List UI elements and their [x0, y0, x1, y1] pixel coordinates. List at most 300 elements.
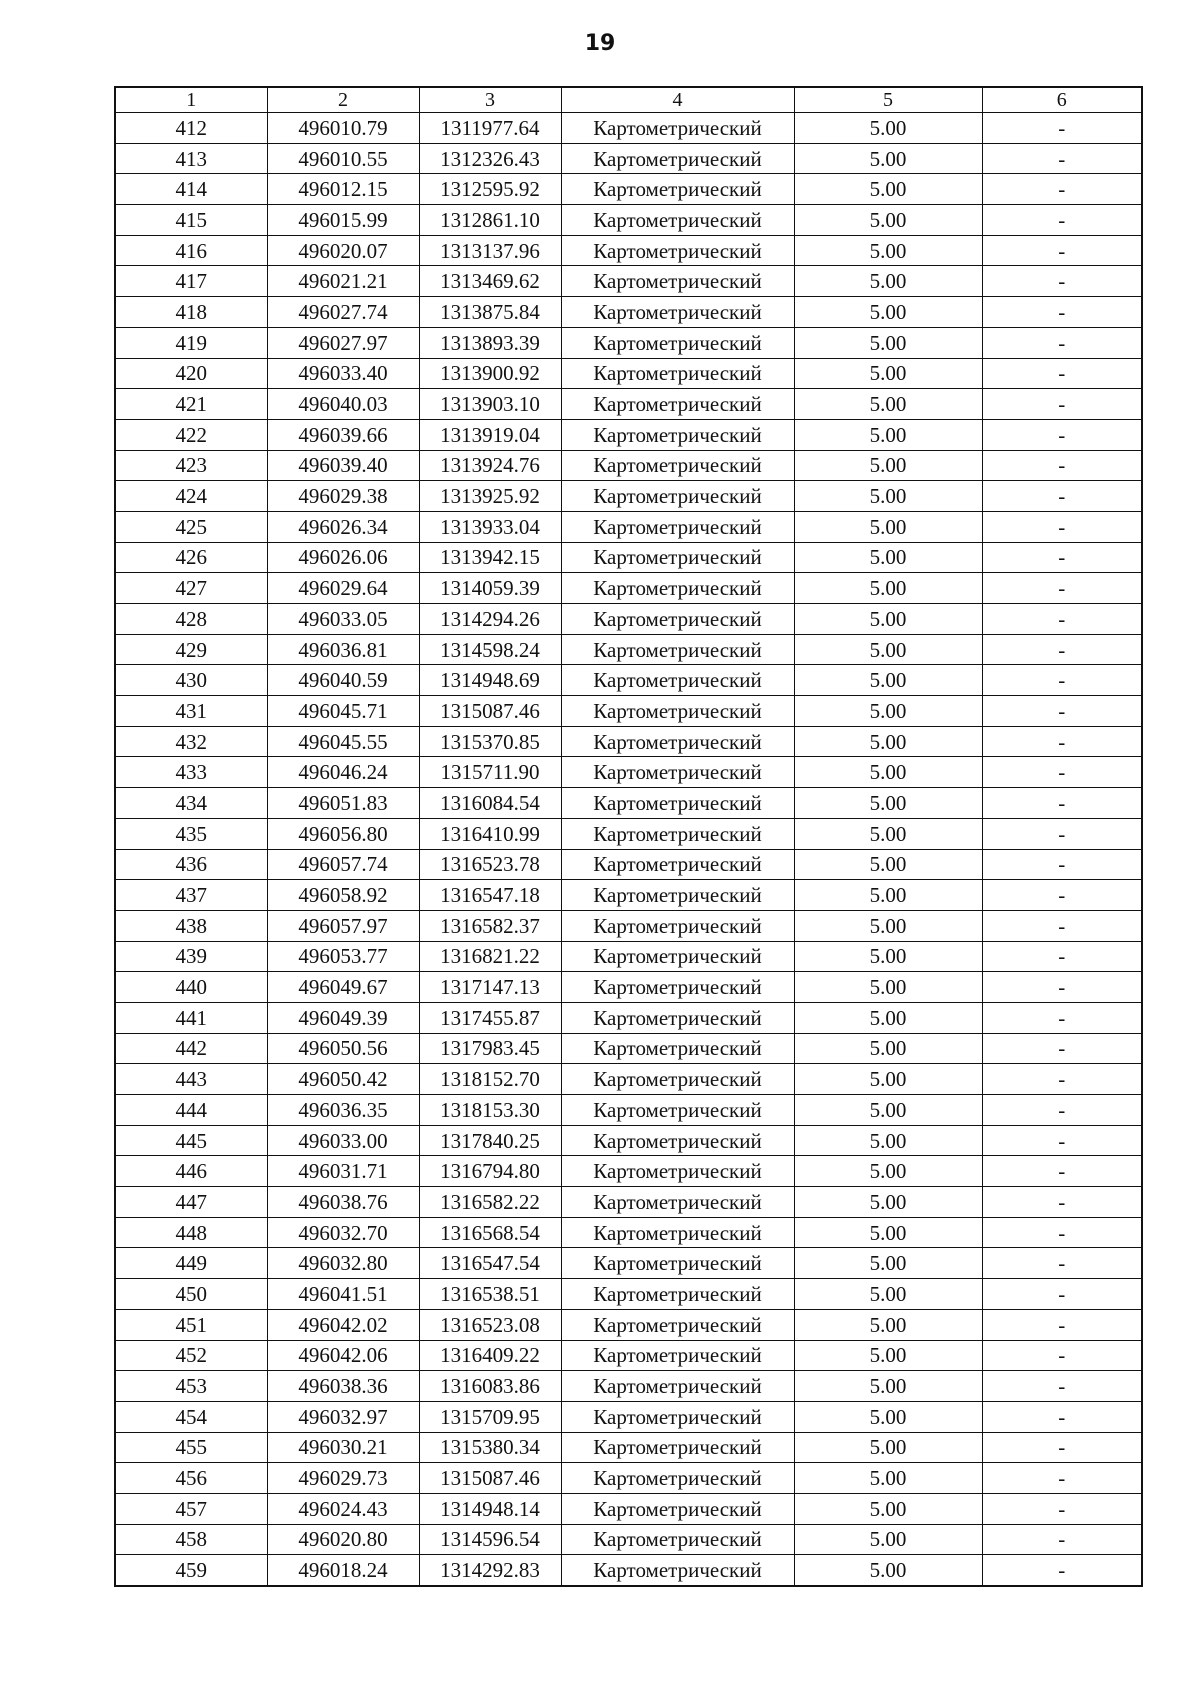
table-cell: 1316821.22 — [419, 941, 561, 972]
table-cell: 5.00 — [794, 788, 982, 819]
table-cell: 420 — [115, 358, 267, 389]
table-cell: 5.00 — [794, 1493, 982, 1524]
table-cell: 1313875.84 — [419, 297, 561, 328]
table-cell: 1314292.83 — [419, 1555, 561, 1586]
table-cell: 1315087.46 — [419, 696, 561, 727]
table-cell: 452 — [115, 1340, 267, 1371]
table-cell: - — [982, 113, 1142, 144]
table-cell: 496033.40 — [267, 358, 419, 389]
table-row — [115, 1156, 1142, 1187]
table-row — [115, 573, 1142, 604]
table-cell: 496032.80 — [267, 1248, 419, 1279]
table-cell: - — [982, 1064, 1142, 1095]
table-row — [115, 297, 1142, 328]
table-cell: Картометрический — [561, 1156, 794, 1187]
table-cell: - — [982, 1156, 1142, 1187]
table-cell: 496038.36 — [267, 1371, 419, 1402]
table-cell: 443 — [115, 1064, 267, 1095]
table-cell: Картометрический — [561, 818, 794, 849]
table-cell: 5.00 — [794, 1217, 982, 1248]
table-cell: 496029.73 — [267, 1463, 419, 1494]
table-cell: Картометрический — [561, 511, 794, 542]
table-cell: 423 — [115, 450, 267, 481]
table-cell: - — [982, 297, 1142, 328]
table-cell: 5.00 — [794, 481, 982, 512]
table-cell: 5.00 — [794, 1156, 982, 1187]
table-row — [115, 1033, 1142, 1064]
table-cell: 1313942.15 — [419, 542, 561, 573]
column-header: 4 — [561, 87, 794, 113]
table-cell: - — [982, 1401, 1142, 1432]
table-cell: 1313893.39 — [419, 327, 561, 358]
table-cell: 496024.43 — [267, 1493, 419, 1524]
column-header: 5 — [794, 87, 982, 113]
table-cell: 5.00 — [794, 910, 982, 941]
table-cell: 496032.97 — [267, 1401, 419, 1432]
table-cell: - — [982, 910, 1142, 941]
table-row — [115, 174, 1142, 205]
table-cell: 1314059.39 — [419, 573, 561, 604]
table-cell: 5.00 — [794, 358, 982, 389]
table-cell: 5.00 — [794, 696, 982, 727]
table-cell: 435 — [115, 818, 267, 849]
table-row — [115, 1217, 1142, 1248]
table-cell: 413 — [115, 143, 267, 174]
table-cell: - — [982, 1493, 1142, 1524]
table-cell: 1317983.45 — [419, 1033, 561, 1064]
table-row — [115, 205, 1142, 236]
table-cell: 1316538.51 — [419, 1279, 561, 1310]
table-cell: - — [982, 419, 1142, 450]
table-cell: 1311977.64 — [419, 113, 561, 144]
table-cell: 496026.06 — [267, 542, 419, 573]
table-cell: 5.00 — [794, 113, 982, 144]
table-cell: Картометрический — [561, 849, 794, 880]
table-cell: 458 — [115, 1524, 267, 1555]
table-cell: 1316409.22 — [419, 1340, 561, 1371]
table-cell: 1313903.10 — [419, 389, 561, 420]
table-cell: 1315370.85 — [419, 726, 561, 757]
table-cell: 5.00 — [794, 266, 982, 297]
table-cell: 5.00 — [794, 1279, 982, 1310]
table-cell: 5.00 — [794, 849, 982, 880]
table-cell: 1316084.54 — [419, 788, 561, 819]
table-cell: 5.00 — [794, 1033, 982, 1064]
table-cell: 1316794.80 — [419, 1156, 561, 1187]
table-cell: Картометрический — [561, 1309, 794, 1340]
table-cell: 496049.39 — [267, 1002, 419, 1033]
table-cell: Картометрический — [561, 327, 794, 358]
table-cell: 427 — [115, 573, 267, 604]
table-cell: 5.00 — [794, 726, 982, 757]
table-cell: 440 — [115, 972, 267, 1003]
table-row — [115, 757, 1142, 788]
table-cell: 5.00 — [794, 511, 982, 542]
table-cell: - — [982, 235, 1142, 266]
table-row — [115, 604, 1142, 635]
table-row — [115, 849, 1142, 880]
table-row — [115, 1371, 1142, 1402]
table-cell: Картометрический — [561, 1432, 794, 1463]
table-row — [115, 1524, 1142, 1555]
table-row — [115, 143, 1142, 174]
column-header: 3 — [419, 87, 561, 113]
table-cell: 5.00 — [794, 1401, 982, 1432]
table-row — [115, 511, 1142, 542]
table-cell: 429 — [115, 634, 267, 665]
table-cell: 5.00 — [794, 297, 982, 328]
table-cell: 496056.80 — [267, 818, 419, 849]
table-row — [115, 665, 1142, 696]
table-cell: 5.00 — [794, 1002, 982, 1033]
table-cell: Картометрический — [561, 143, 794, 174]
table-row — [115, 113, 1142, 144]
table-cell: 5.00 — [794, 389, 982, 420]
table-cell: 1313900.92 — [419, 358, 561, 389]
table-row — [115, 358, 1142, 389]
table-cell: - — [982, 1432, 1142, 1463]
table-cell: 496033.00 — [267, 1125, 419, 1156]
table-cell: 496020.80 — [267, 1524, 419, 1555]
column-header: 1 — [115, 87, 267, 113]
table-cell: 5.00 — [794, 1432, 982, 1463]
table-cell: - — [982, 972, 1142, 1003]
table-cell: 1313137.96 — [419, 235, 561, 266]
table-cell: 418 — [115, 297, 267, 328]
table-cell: 445 — [115, 1125, 267, 1156]
table-cell: 1317455.87 — [419, 1002, 561, 1033]
table-cell: 5.00 — [794, 941, 982, 972]
table-cell: 496042.02 — [267, 1309, 419, 1340]
table-cell: 1318152.70 — [419, 1064, 561, 1095]
table-cell: Картометрический — [561, 1493, 794, 1524]
table-cell: 454 — [115, 1401, 267, 1432]
table-cell: 496046.24 — [267, 757, 419, 788]
table-cell: 439 — [115, 941, 267, 972]
table-cell: 1316547.54 — [419, 1248, 561, 1279]
table-cell: 496015.99 — [267, 205, 419, 236]
table-cell: Картометрический — [561, 113, 794, 144]
table-row — [115, 880, 1142, 911]
table-cell: Картометрический — [561, 1125, 794, 1156]
table-cell: 5.00 — [794, 143, 982, 174]
table-cell: 1316547.18 — [419, 880, 561, 911]
table-cell: 436 — [115, 849, 267, 880]
table-cell: - — [982, 1248, 1142, 1279]
table-cell: 5.00 — [794, 573, 982, 604]
table-cell: - — [982, 450, 1142, 481]
table-cell: Картометрический — [561, 880, 794, 911]
table-cell: 5.00 — [794, 450, 982, 481]
table-row — [115, 910, 1142, 941]
table-cell: - — [982, 1125, 1142, 1156]
table-cell: Картометрический — [561, 665, 794, 696]
table-cell: 496041.51 — [267, 1279, 419, 1310]
table-cell: - — [982, 266, 1142, 297]
table-cell: 444 — [115, 1095, 267, 1126]
table-cell: 496050.56 — [267, 1033, 419, 1064]
table-cell: Картометрический — [561, 1248, 794, 1279]
table-cell: Картометрический — [561, 1002, 794, 1033]
table-cell: - — [982, 788, 1142, 819]
table-cell: - — [982, 174, 1142, 205]
table-cell: Картометрический — [561, 174, 794, 205]
table-cell: - — [982, 1309, 1142, 1340]
table-cell: Картометрический — [561, 1095, 794, 1126]
table-cell: 459 — [115, 1555, 267, 1586]
table-cell: 496039.40 — [267, 450, 419, 481]
table-cell: 416 — [115, 235, 267, 266]
table-cell: 496045.55 — [267, 726, 419, 757]
table-cell: 496053.77 — [267, 941, 419, 972]
table-cell: - — [982, 849, 1142, 880]
table-cell: 1316083.86 — [419, 1371, 561, 1402]
table-cell: 5.00 — [794, 880, 982, 911]
table-cell: 1313925.92 — [419, 481, 561, 512]
table-cell: Картометрический — [561, 1217, 794, 1248]
table-cell: 496033.05 — [267, 604, 419, 635]
table-cell: - — [982, 726, 1142, 757]
table-cell: 496021.21 — [267, 266, 419, 297]
table-cell: 496029.64 — [267, 573, 419, 604]
table-cell: Картометрический — [561, 788, 794, 819]
table-cell: 496010.79 — [267, 113, 419, 144]
column-header: 2 — [267, 87, 419, 113]
table-cell: - — [982, 1033, 1142, 1064]
table-cell: 1314596.54 — [419, 1524, 561, 1555]
table-header-row — [115, 87, 1142, 113]
table-cell: - — [982, 573, 1142, 604]
table-row — [115, 1064, 1142, 1095]
table-cell: 450 — [115, 1279, 267, 1310]
table-cell: - — [982, 634, 1142, 665]
table-cell: - — [982, 327, 1142, 358]
table-cell: 1314598.24 — [419, 634, 561, 665]
table-cell: 496027.74 — [267, 297, 419, 328]
table-cell: 5.00 — [794, 1125, 982, 1156]
table-cell: 5.00 — [794, 1371, 982, 1402]
table-cell: 496036.81 — [267, 634, 419, 665]
table-cell: Картометрический — [561, 757, 794, 788]
table-cell: 496040.59 — [267, 665, 419, 696]
table-row — [115, 941, 1142, 972]
table-cell: - — [982, 1524, 1142, 1555]
table-cell: - — [982, 205, 1142, 236]
table-cell: 424 — [115, 481, 267, 512]
table-cell: 496012.15 — [267, 174, 419, 205]
column-header: 6 — [982, 87, 1142, 113]
table-cell: Картометрический — [561, 389, 794, 420]
table-cell: 1314948.69 — [419, 665, 561, 696]
table-cell: 5.00 — [794, 205, 982, 236]
table-cell: 496042.06 — [267, 1340, 419, 1371]
table-cell: Картометрический — [561, 726, 794, 757]
table-row — [115, 1248, 1142, 1279]
table-cell: 1317840.25 — [419, 1125, 561, 1156]
table-cell: 496027.97 — [267, 327, 419, 358]
table-cell: Картометрический — [561, 941, 794, 972]
table-cell: 5.00 — [794, 1340, 982, 1371]
table-row — [115, 818, 1142, 849]
table-cell: Картометрический — [561, 1463, 794, 1494]
table-cell: 5.00 — [794, 1064, 982, 1095]
table-cell: - — [982, 604, 1142, 635]
table-row — [115, 235, 1142, 266]
table-cell: 5.00 — [794, 972, 982, 1003]
table-cell: - — [982, 1555, 1142, 1586]
table-cell: 1312595.92 — [419, 174, 561, 205]
table-row — [115, 1309, 1142, 1340]
table-row — [115, 1401, 1142, 1432]
table-cell: 417 — [115, 266, 267, 297]
table-cell: 449 — [115, 1248, 267, 1279]
table-cell: 1314294.26 — [419, 604, 561, 635]
table-cell: 455 — [115, 1432, 267, 1463]
table-cell: 496031.71 — [267, 1156, 419, 1187]
table-cell: Картометрический — [561, 1064, 794, 1095]
table-cell: 1313933.04 — [419, 511, 561, 542]
table-row — [115, 481, 1142, 512]
table-row — [115, 726, 1142, 757]
page-number: 19 — [584, 31, 616, 56]
table-cell: Картометрический — [561, 604, 794, 635]
table-cell: Картометрический — [561, 910, 794, 941]
table-body — [115, 113, 1142, 1587]
table-cell: 453 — [115, 1371, 267, 1402]
table-cell: 5.00 — [794, 1463, 982, 1494]
table-cell: 1315711.90 — [419, 757, 561, 788]
table-cell: 496038.76 — [267, 1187, 419, 1218]
table-cell: 430 — [115, 665, 267, 696]
table-cell: Картометрический — [561, 205, 794, 236]
table-row — [115, 1555, 1142, 1586]
table-row — [115, 1493, 1142, 1524]
table-cell: 412 — [115, 113, 267, 144]
coordinates-table-container — [114, 86, 1141, 1587]
table-cell: 5.00 — [794, 1555, 982, 1586]
table-cell: 496057.97 — [267, 910, 419, 941]
table-cell: - — [982, 665, 1142, 696]
table-cell: - — [982, 511, 1142, 542]
table-cell: Картометрический — [561, 696, 794, 727]
table-cell: - — [982, 1217, 1142, 1248]
table-row — [115, 1432, 1142, 1463]
table-cell: 421 — [115, 389, 267, 420]
table-cell: 1312861.10 — [419, 205, 561, 236]
table-cell: 5.00 — [794, 665, 982, 696]
table-row — [115, 450, 1142, 481]
table-cell: 496020.07 — [267, 235, 419, 266]
table-cell: 5.00 — [794, 1095, 982, 1126]
table-cell: Картометрический — [561, 1033, 794, 1064]
table-cell: 451 — [115, 1309, 267, 1340]
table-cell: 496026.34 — [267, 511, 419, 542]
table-cell: Картометрический — [561, 481, 794, 512]
table-cell: - — [982, 1463, 1142, 1494]
table-row — [115, 634, 1142, 665]
table-cell: 1316523.08 — [419, 1309, 561, 1340]
table-cell: Картометрический — [561, 1524, 794, 1555]
table-cell: Картометрический — [561, 634, 794, 665]
table-cell: Картометрический — [561, 573, 794, 604]
table-cell: - — [982, 542, 1142, 573]
table-cell: 457 — [115, 1493, 267, 1524]
table-cell: 5.00 — [794, 634, 982, 665]
table-cell: 1313919.04 — [419, 419, 561, 450]
table-cell: 433 — [115, 757, 267, 788]
table-cell: 438 — [115, 910, 267, 941]
table-cell: 5.00 — [794, 1248, 982, 1279]
table-cell: 496039.66 — [267, 419, 419, 450]
table-row — [115, 1125, 1142, 1156]
table-cell: Картометрический — [561, 972, 794, 1003]
table-cell: - — [982, 1187, 1142, 1218]
table-cell: 496050.42 — [267, 1064, 419, 1095]
table-cell: 441 — [115, 1002, 267, 1033]
table-cell: 5.00 — [794, 1187, 982, 1218]
table-cell: 1315087.46 — [419, 1463, 561, 1494]
table-row — [115, 1463, 1142, 1494]
table-cell: 434 — [115, 788, 267, 819]
table-cell: - — [982, 1340, 1142, 1371]
table-cell: - — [982, 1371, 1142, 1402]
table-cell: 496029.38 — [267, 481, 419, 512]
table-cell: 428 — [115, 604, 267, 635]
table-cell: 1312326.43 — [419, 143, 561, 174]
table-cell: - — [982, 818, 1142, 849]
table-cell: 496018.24 — [267, 1555, 419, 1586]
table-cell: 496030.21 — [267, 1432, 419, 1463]
table-cell: Картометрический — [561, 450, 794, 481]
table-cell: 415 — [115, 205, 267, 236]
table-cell: 5.00 — [794, 1524, 982, 1555]
table-cell: 1317147.13 — [419, 972, 561, 1003]
table-cell: 5.00 — [794, 174, 982, 205]
table-cell: - — [982, 757, 1142, 788]
table-cell: 414 — [115, 174, 267, 205]
table-cell: - — [982, 1002, 1142, 1033]
table-cell: - — [982, 696, 1142, 727]
table-cell: 496049.67 — [267, 972, 419, 1003]
table-cell: Картометрический — [561, 419, 794, 450]
table-cell: 5.00 — [794, 1309, 982, 1340]
table-cell: 5.00 — [794, 757, 982, 788]
table-cell: - — [982, 358, 1142, 389]
table-cell: Картометрический — [561, 235, 794, 266]
coordinates-table — [114, 86, 1143, 1587]
table-cell: - — [982, 1095, 1142, 1126]
table-cell: Картометрический — [561, 1555, 794, 1586]
table-cell: Картометрический — [561, 1187, 794, 1218]
table-cell: 1316582.22 — [419, 1187, 561, 1218]
table-cell: 1314948.14 — [419, 1493, 561, 1524]
table-row — [115, 788, 1142, 819]
table-cell: Картометрический — [561, 297, 794, 328]
table-cell: 5.00 — [794, 818, 982, 849]
table-row — [115, 1002, 1142, 1033]
table-cell: Картометрический — [561, 1279, 794, 1310]
table-row — [115, 1187, 1142, 1218]
table-cell: 456 — [115, 1463, 267, 1494]
table-cell: Картометрический — [561, 1340, 794, 1371]
table-cell: 5.00 — [794, 604, 982, 635]
table-cell: 5.00 — [794, 327, 982, 358]
table-cell: 5.00 — [794, 542, 982, 573]
table-cell: Картометрический — [561, 1371, 794, 1402]
table-cell: 496036.35 — [267, 1095, 419, 1126]
table-row — [115, 419, 1142, 450]
table-cell: 496010.55 — [267, 143, 419, 174]
